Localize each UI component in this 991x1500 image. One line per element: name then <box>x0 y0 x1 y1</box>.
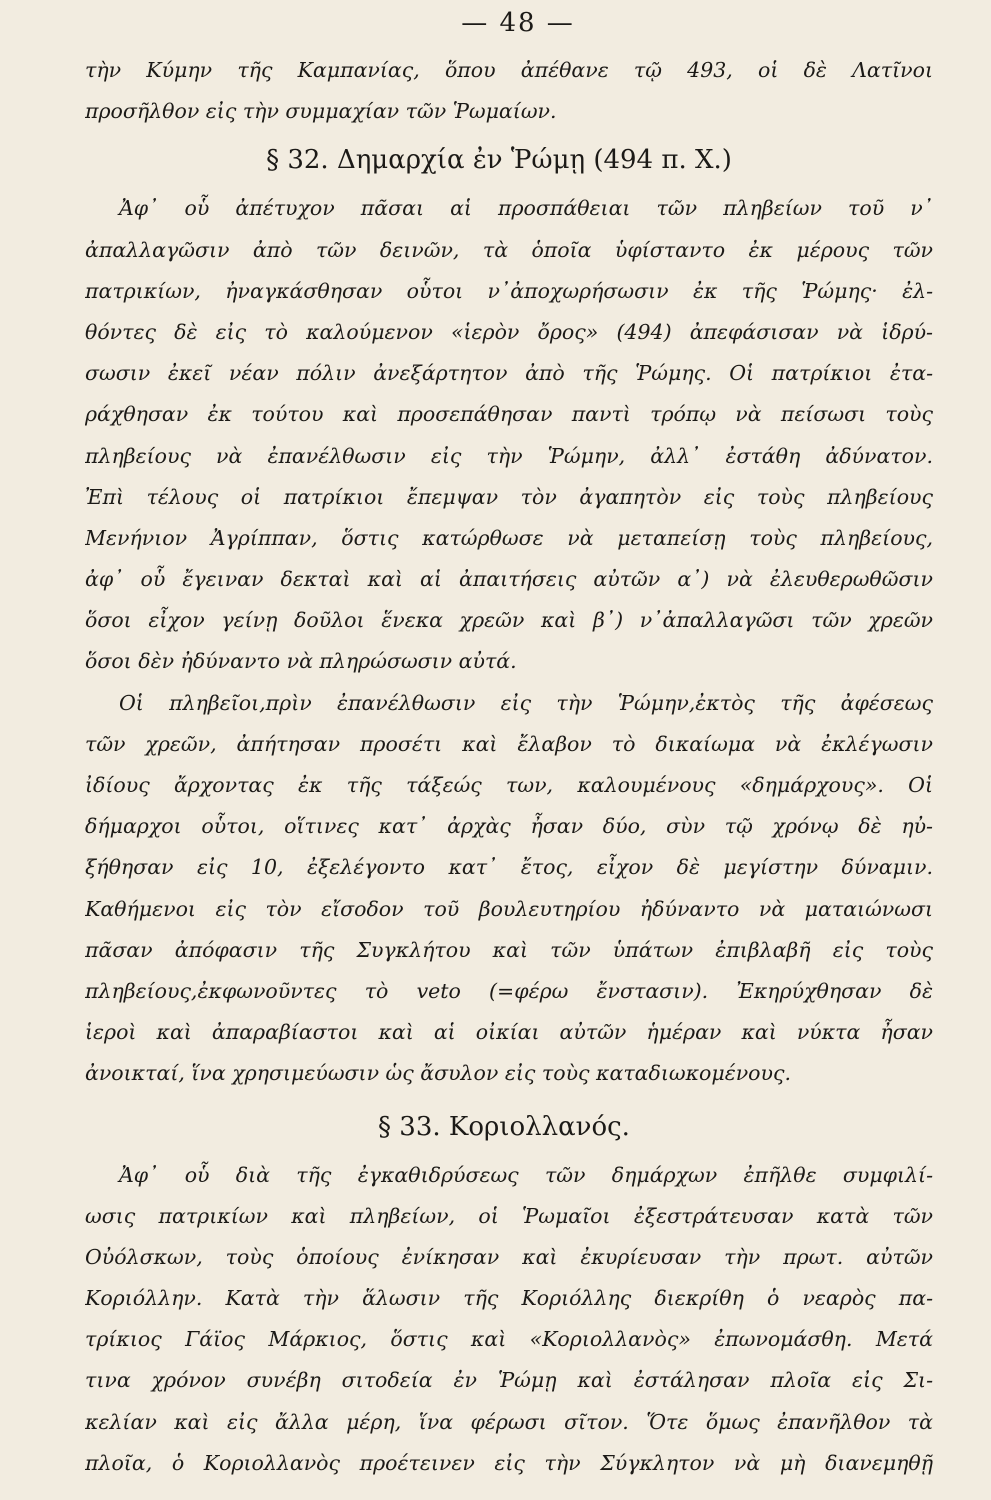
text-line: θόντες δὲ εἰς τὸ καλούμενον «ἱερὸν ὄρος» (494) ἀπεφάσισαν νὰ ἱδρύ- <box>85 319 933 344</box>
text-line: τινα χρόνον συνέβη σιτοδεία ἐν Ῥώμῃ καὶ ἐστάλησαν πλοῖα εἰς Σι- <box>85 1368 933 1393</box>
text-line: Ἐπὶ τέλους οἱ πατρίκιοι ἔπεμψαν τὸν ἀγαπητὸν εἰς τοὺς πληβείους <box>85 484 933 509</box>
text-line: ὅσοι εἶχον γείνῃ δοῦλοι ἕνεκα χρεῶν καὶ β᾽) ν᾽ἀπαλλαγῶσι τῶν χρεῶν <box>85 608 933 633</box>
text-line: πλοῖα, ὁ Κοριολλανὸς προέτεινεν εἰς τὴν Σύγκλητον νὰ μὴ διανεμηθῇ <box>85 1450 933 1475</box>
text-line: ἀνοικταί, ἵνα χρησιμεύωσιν ὡς ἄσυλον εἰς τοὺς καταδιωκομένους. <box>85 1061 791 1086</box>
text-line: τρίκιος Γάϊος Μάρκιος, ὅστις καὶ «Κοριολλανὸς» ἐπωνομάσθη. Μετά <box>85 1327 933 1352</box>
section-32-heading: § 32. Δημαρχία ἐν Ῥώμῃ (494 π. Χ.) <box>266 145 732 176</box>
text-line: Κοριόλλην. Κατὰ τὴν ἅλωσιν τῆς Κοριόλλης διεκρίθη ὁ νεαρὸς πα- <box>85 1286 933 1311</box>
text-line: ἀπαλλαγῶσιν ἀπὸ τῶν δεινῶν, τὰ ὁποῖα ὑφίσταντο ἐκ μέρους τῶν <box>85 237 933 262</box>
section-32-paragraph-1 <box>85 188 933 682</box>
text-line: ωσις πατρικίων καὶ πληβείων, οἱ Ῥωμαῖοι ἐξεστράτευσαν κατὰ τῶν <box>85 1203 933 1228</box>
text-line: τὴν Κύμην τῆς Καμπανίας, ὅπου ἀπέθανε τῷ 493, οἱ δὲ Λατῖνοι <box>85 58 933 82</box>
text-line: σωσιν ἐκεῖ νέαν πόλιν ἀνεξάρτητον ἀπὸ τῆς Ῥώμης. Οἱ πατρίκιοι ἐτα- <box>85 361 933 386</box>
text-line: Ἀφ᾽ οὗ ἀπέτυχον πᾶσαι αἱ προσπάθειαι τῶν πληβείων τοῦ ν᾽ <box>119 196 933 221</box>
text-line: ράχθησαν ἐκ τούτου καὶ προσεπάθησαν παντὶ τρόπῳ νὰ πείσωσι τοὺς <box>85 402 933 427</box>
text-line: ἱεροὶ καὶ ἀπαραβίαστοι καὶ αἱ οἰκίαι αὐτῶν ἡμέραν καὶ νύκτα ἦσαν <box>85 1020 933 1045</box>
text-line: Καθήμενοι εἰς τὸν εἴσοδον τοῦ βουλευτηρίου ἠδύναντο νὰ ματαιώνωσι <box>85 896 933 921</box>
page-number <box>85 0 933 50</box>
text-line: προσῆλθον εἰς τὴν συμμαχίαν τῶν Ῥωμαίων. <box>85 99 557 124</box>
text-line: ξήθησαν εἰς 10, ἐξελέγοντο κατ᾽ ἔτος, εἶχον δὲ μεγίστην δύναμιν. <box>85 855 933 880</box>
text-line: ὅσοι δὲν ἠδύναντο νὰ πληρώσωσιν αὐτά. <box>85 649 517 674</box>
text-line: Ἀφ᾽ οὗ διὰ τῆς ἐγκαθιδρύσεως τῶν δημάρχων ἐπῆλθε συμφιλί- <box>119 1162 933 1187</box>
text-line: Οὐόλσκων, τοὺς ὁποίους ἐνίκησαν καὶ ἐκυρίευσαν τὴν πρωτ. αὐτῶν <box>85 1244 933 1269</box>
section-33-heading: § 33. Κοριολλανός. <box>378 1111 630 1142</box>
page-number-text: — 48 — <box>461 8 575 38</box>
section-33-paragraph-1 <box>85 1155 933 1485</box>
text-line: ἰδίους ἄρχοντας ἐκ τῆς τάξεώς των, καλουμένους «δημάρχους». Οἱ <box>85 773 933 797</box>
text-line: ἀφ᾽ οὗ ἔγειναν δεκταὶ καὶ αἱ ἀπαιτήσεις αὐτῶν α᾽) νὰ ἐλευθερωθῶσιν <box>85 567 933 592</box>
text-line: κελίαν καὶ εἰς ἄλλα μέρη, ἵνα φέρωσι σῖτον. Ὅτε ὅμως ἐπανῆλθον τὰ <box>85 1409 933 1434</box>
section-32-paragraph-2 <box>85 683 933 1095</box>
text-line: πατρικίων, ἠναγκάσθησαν οὗτοι ν᾽ἀποχωρήσωσιν ἐκ τῆς Ῥώμης· ἐλ- <box>85 278 933 303</box>
text-line: δήμαρχοι οὗτοι, οἵτινες κατ᾽ ἀρχὰς ἦσαν δύο, σὺν τῷ χρόνῳ δὲ ηὐ- <box>85 814 933 839</box>
text-line: Οἱ πληβεῖοι,πρὶν ἐπανέλθωσιν εἰς τὴν Ῥώμην,ἐκτὸς τῆς ἀφέσεως <box>119 690 933 715</box>
text-line: πληβείους νὰ ἐπανέλθωσιν εἰς τὴν Ῥώμην, ἀλλ᾽ ἐστάθη ἀδύνατον. <box>85 443 933 468</box>
text-line: Μενήνιον Ἀγρίππαν, ὅστις κατώρθωσε νὰ μεταπείσῃ τοὺς πληβείους, <box>85 525 933 550</box>
text-line: πληβείους,ἐκφωνοῦντες τὸ veto (=φέρω ἔνστασιν). Ἐκηρύχθησαν δὲ <box>85 978 933 1003</box>
text-line: τῶν χρεῶν, ἀπήτησαν προσέτι καὶ ἔλαβον τὸ δικαίωμα νὰ ἐκλέγωσιν <box>85 731 933 756</box>
text-line: πᾶσαν ἀπόφασιν τῆς Συγκλήτου καὶ τῶν ὑπάτων ἐπιβλαβῆ εἰς τοὺς <box>85 937 933 962</box>
intro-text <box>85 50 933 132</box>
